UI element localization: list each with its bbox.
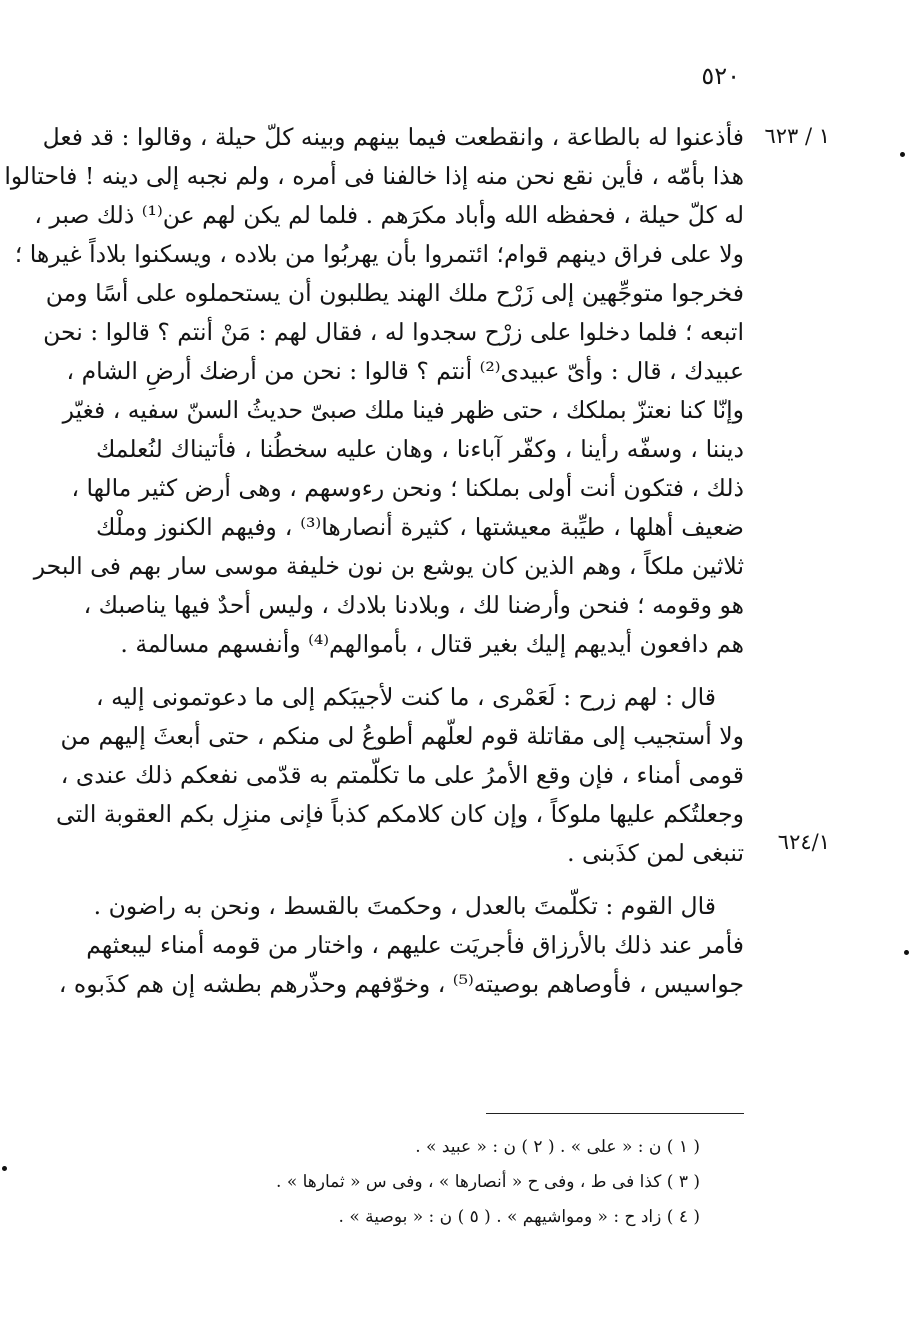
text-line: ولا أستجيب إلى مقاتلة قوم لعلّهم أطوعُ لى منكم ، حتى أبعثَ إليهم من (60, 722, 744, 750)
footnote-line: ( ٤ ) زاد ح : « ومواشيهم » . ( ٥ ) ن : « بوصية » . (338, 1207, 700, 1227)
text-line: هو وقومه ؛ فنحن وأرضنا لك ، وبلادنا بلادك ، وليس أحدٌ فيها يناصبك ، (83, 591, 744, 619)
text-line: فأمر عند ذلك بالأرزاق فأجريَت عليهم ، واختار من قومه أمناء ليبعثهم (86, 931, 744, 959)
text-line: ديننا ، وسفّه رأينا ، وكفّر آباءنا ، وهان عليه سخطُنا ، فأتيناك لنُعلمك (96, 435, 744, 463)
main-text (4, 118, 744, 1004)
text-line: ولا على فراق دينهم قوام؛ ائتمروا بأن يهربُوا من بلاده ، ويسكنوا بلاداً غيرها ؛ (14, 240, 744, 268)
text-line: فأذعنوا له بالطاعة ، وانقطعت فيما بينهم وبينه كلّ حيلة ، وقالوا : قد فعل (42, 123, 744, 151)
text-line: وجعلتُكم عليها ملوكاً ، وإن كان كلامكم كذباً فإنى منزِل بكم العقوبة التى (55, 800, 744, 828)
text-line: قومى أمناء ، فإن وقع الأمرُ على ما تكلّمتم به قدّمى نفعكم ذلك عندى ، (60, 761, 744, 789)
margin-reference-624: ٦٢٤/١ (777, 830, 830, 854)
text-line: ضعيف أهلها ، طيِّبة معيشتها ، كثيرة أنصارها⁽³⁾ ، وفيهم الكنوز وملْك (96, 513, 744, 541)
paragraph-2 (55, 678, 744, 873)
page-number: ٥٢٠ (701, 62, 740, 90)
text-line: اتبعه ؛ فلما دخلوا على زرْح سجدوا له ، فقال لهم : مَنْ أنتم ؟ قالوا : نحن (43, 318, 744, 346)
scan-mark (2, 1166, 7, 1171)
text-line: قال القوم : تكلّمتَ بالعدل ، وحكمتَ بالقسط ، ونحن به راضون . (93, 892, 716, 920)
footnote-line: ( ٣ ) كذا فى ط ، وفى ح « أنصارها » ، وفى س « ثمارها » . (276, 1172, 700, 1192)
footnote-divider (486, 1113, 744, 1114)
text-line: قال : لهم زرح : لَعَمْرى ، ما كنت لأجيبَكم إلى ما دعوتمونى إليه ، (96, 683, 716, 711)
scan-mark (900, 152, 905, 157)
text-line: عبيدك ، قال : وأىّ عبيدى⁽²⁾ أنتم ؟ قالوا : نحن من أرضك أرضِ الشام ، (66, 357, 744, 385)
footnote-line: ( ١ ) ن : « على » . ( ٢ ) ن : « عبيد » . (415, 1137, 700, 1157)
text-line: تنبغى لمن كذَبنى . (567, 839, 744, 867)
text-line: جواسيس ، فأوصاهم بوصيته⁽⁵⁾ ، وخوّفهم وحذّرهم بطشه إن هم كذَبوه ، (58, 970, 744, 998)
footnotes (150, 1130, 700, 1235)
paragraph-1 (4, 118, 744, 664)
text-line: هذا بأمّه ، فأين نقع نحن منه إذا خالفنا فى أمره ، ولم نجبه إلى دينه ! فاحتالوا (4, 162, 744, 190)
text-line: هم دافعون أيديهم إليك بغير قتال ، بأموالهم⁽⁴⁾ وأنفسهم مسالمة . (120, 630, 744, 658)
paragraph-3 (58, 887, 744, 1004)
text-line: وإنّا كنا نعتزّ بملكك ، حتى ظهر فينا ملك صبىّ حديثُ السنّ سفيه ، فغيّر (62, 396, 744, 424)
margin-reference-623: ١ / ٦٢٣ (764, 124, 830, 148)
scan-mark (904, 950, 909, 955)
text-line: ذلك ، فتكون أنت أولى بملكنا ؛ ونحن رءوسهم ، وهى أرض كثير مالها ، (71, 474, 744, 502)
text-line: ثلاثين ملكاً ، وهم الذين كان يوشع بن نون خليفة موسى سار بهم فى البحر (33, 552, 744, 580)
text-line: فخرجوا متوجِّهين إلى زَرْح ملك الهند يطلبون أن يستحملوه على أسًا ومن (45, 279, 744, 307)
text-line: له كلّ حيلة ، فحفظه الله وأباد مكرَهم . فلما لم يكن لهم عن⁽¹⁾ ذلك صبر ، (34, 201, 744, 229)
